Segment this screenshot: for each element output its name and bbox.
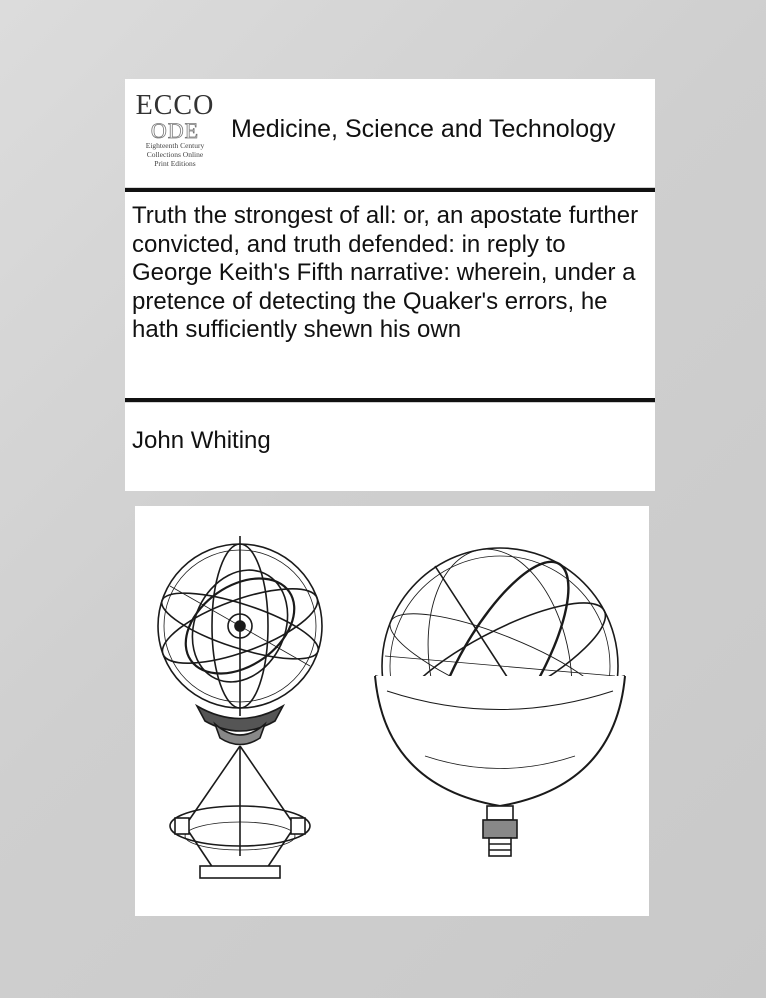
divider-bottom (125, 398, 655, 402)
armillary-sphere-in-bowl-icon (375, 538, 625, 856)
cover-header (125, 79, 655, 187)
illustration-panel (135, 506, 649, 916)
logo-line-1: Eighteenth Century (145, 141, 205, 150)
illustration (135, 506, 649, 916)
author-panel (125, 403, 655, 491)
armillary-sphere-on-stand-icon (154, 536, 326, 878)
logo-line-3: Print Editions (154, 159, 196, 168)
ecco-logo (135, 91, 215, 179)
logo-line-2: Collections Online (146, 150, 204, 159)
logo-mark-bottom: ODE (150, 118, 200, 143)
book-title: Truth the strongest of all: or, an apostate further convicted, and truth defended: in reply to George Keith's Fifth narrative: wherein, under a pretence of detecting the Quaker's errors, he hath sufficiently shewn his own (132, 202, 639, 343)
series-title: Medicine, Science and Technology (231, 115, 616, 143)
book-author: John Whiting (132, 427, 271, 454)
logo-mark-top: ECCO (135, 90, 215, 121)
title-panel (125, 192, 655, 398)
